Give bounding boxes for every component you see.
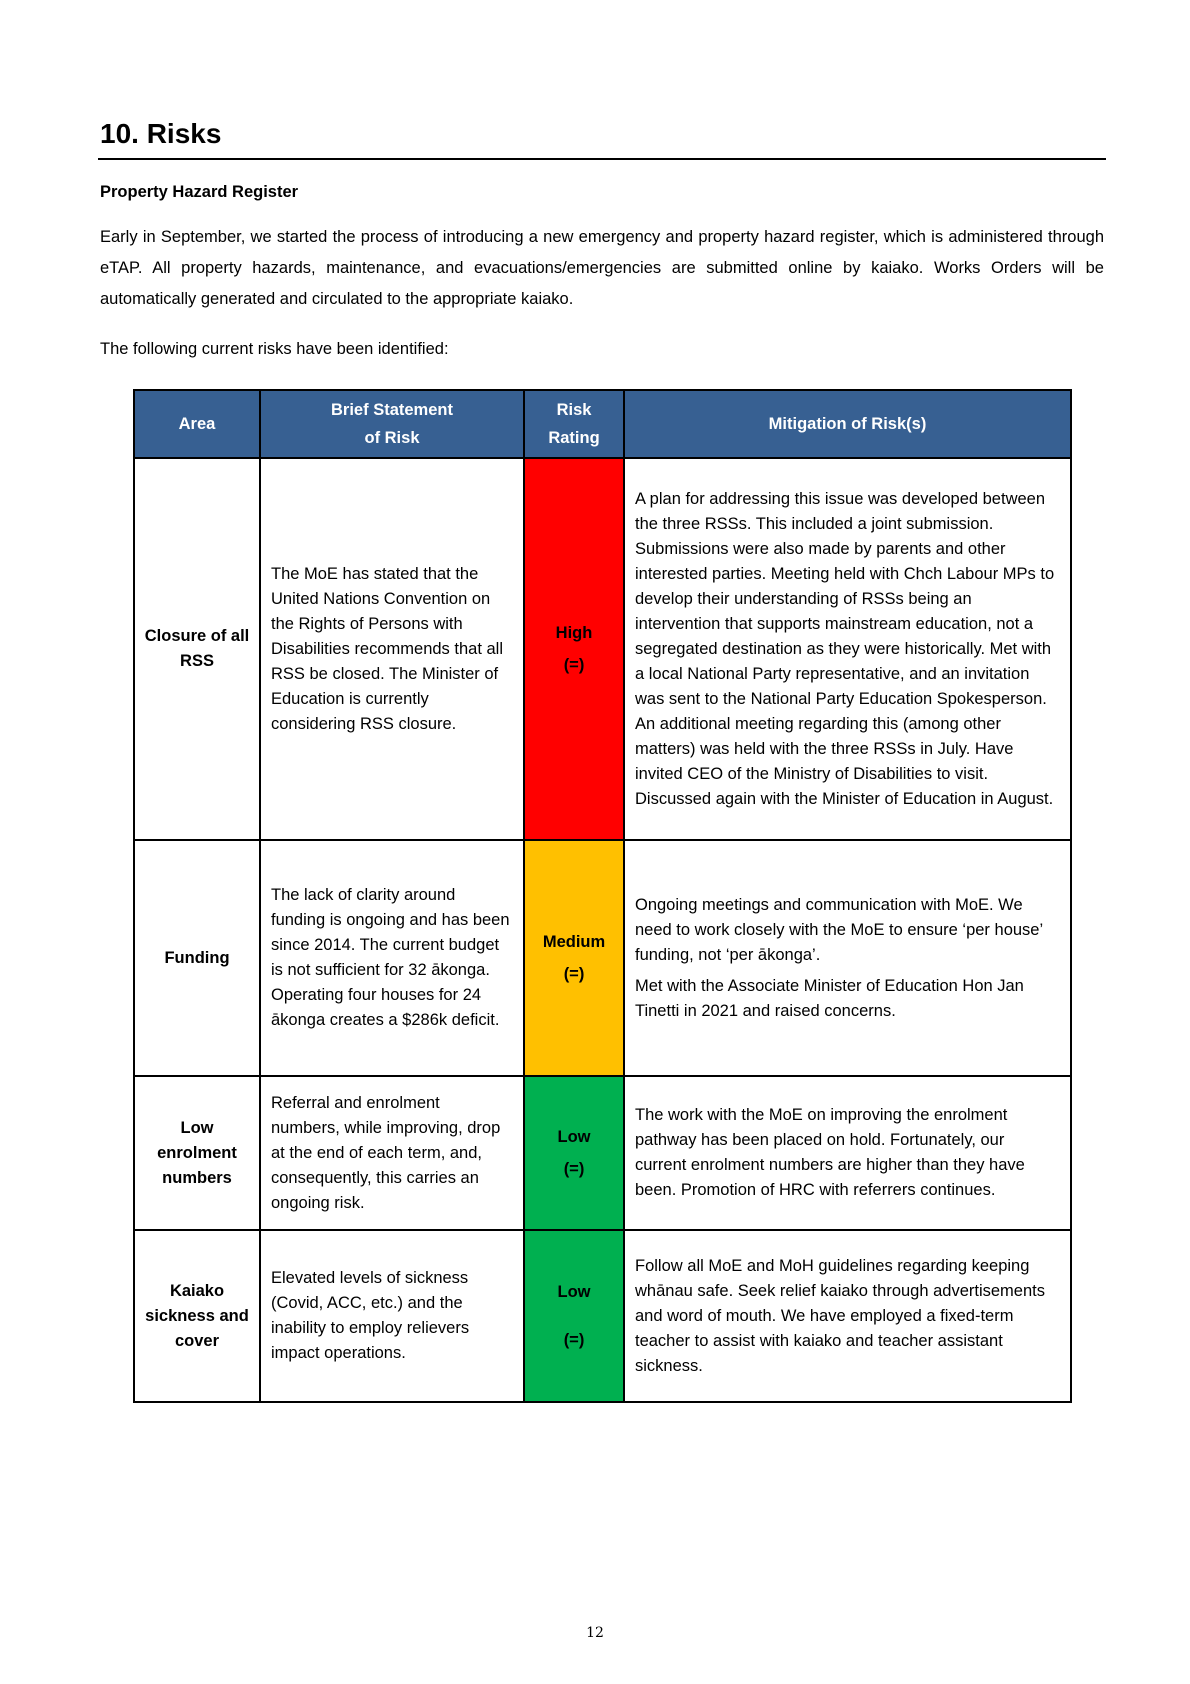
rating-label: Low bbox=[557, 1128, 591, 1146]
mitigation-text: Follow all MoE and MoH guidelines regarding keeping whānau safe. Seek relief kaiako through advertisements and word of mouth. We have employed a fixed-term teacher to assist with kaiako and teacher assistant sickness. bbox=[635, 1256, 1045, 1375]
page-title: 10. Risks bbox=[100, 118, 222, 149]
table-row bbox=[134, 1230, 1071, 1402]
area-cell: Closure of all RSS bbox=[134, 458, 260, 840]
header-mitigation: Mitigation of Risk(s) bbox=[624, 390, 1071, 458]
statement-cell: The MoE has stated that the United Nations Convention on the Rights of Persons with Disabilities recommends that all RSS be closed. The Minister of Education is currently considering RSS closure. bbox=[260, 458, 524, 840]
area-cell: Low enrolment numbers bbox=[134, 1076, 260, 1230]
lead-sentence: The following current risks have been identified: bbox=[100, 340, 449, 358]
mitigation-cell bbox=[624, 458, 1071, 840]
rating-cell bbox=[524, 1076, 624, 1230]
mitigation-text: Ongoing meetings and communication with MoE. We need to work closely with the MoE to ensure ‘per house’ funding, not ‘per ākonga’. bbox=[635, 895, 1043, 964]
rating-cell bbox=[524, 1230, 624, 1402]
mitigation-text: Met with the Associate Minister of Education Hon Jan Tinetti in 2021 and raised concerns. bbox=[635, 976, 1024, 1020]
area-cell: Kaiako sickness and cover bbox=[134, 1230, 260, 1402]
table-row bbox=[134, 840, 1071, 1076]
rating-cell bbox=[524, 840, 624, 1076]
rating-label: Medium bbox=[542, 933, 606, 951]
statement-cell: Elevated levels of sickness (Covid, ACC, etc.) and the inability to employ relievers impact operations. bbox=[260, 1230, 524, 1402]
mitigation-cell bbox=[624, 840, 1071, 1076]
rating-cell bbox=[524, 458, 624, 840]
rating-trend: (=) bbox=[563, 1160, 585, 1178]
header-rating: Risk Rating bbox=[524, 390, 624, 458]
rating-gap bbox=[529, 1308, 619, 1324]
title-divider bbox=[98, 158, 1106, 160]
area-cell: Funding bbox=[134, 840, 260, 1076]
mitigation-cell bbox=[624, 1230, 1071, 1402]
page-number: 12 bbox=[586, 1625, 604, 1641]
mitigation-cell bbox=[624, 1076, 1071, 1230]
header-area: Area bbox=[134, 390, 260, 458]
rating-trend: (=) bbox=[563, 1331, 585, 1349]
risk-table bbox=[133, 389, 1072, 1403]
table-header-row bbox=[134, 390, 1071, 458]
section-subheading: Property Hazard Register bbox=[100, 183, 299, 201]
rating-label: High bbox=[555, 624, 593, 642]
table-row bbox=[134, 1076, 1071, 1230]
mitigation-text: A plan for addressing this issue was developed between the three RSSs. This included a joint submission. Submissions were also made by parents and other interested parties. Meeting held with Chch Labour MPs to develop their understanding of RSSs being an intervention that supports mainstream education, not a segregated destination as they were historically. Met with a local National Party representative, and an invitation was sent to the National Party Education Spokesperson. An additional meeting regarding this (among other matters) was held with the three RSSs in July. Have invited CEO of the Ministry of Disabilities to visit. Discussed again with the Minister of Education in August. bbox=[635, 489, 1055, 808]
statement-cell: Referral and enrolment numbers, while improving, drop at the end of each term, and, consequently, this carries an ongoing risk. bbox=[260, 1076, 524, 1230]
rating-trend: (=) bbox=[563, 965, 585, 983]
intro-paragraph: Early in September, we started the process of introducing a new emergency and property hazard register, which is administered through eTAP. All property hazards, maintenance, and evacuations/emergencies are submitted online by kaiako. Works Orders will be automatically generated and circulated to the appropriate kaiako. bbox=[100, 228, 1104, 308]
table-row bbox=[134, 458, 1071, 840]
rating-trend: (=) bbox=[563, 656, 585, 674]
mitigation-text: The work with the MoE on improving the enrolment pathway has been placed on hold. Fortunately, our current enrolment numbers are higher than they have been. Promotion of HRC with referrers continues. bbox=[635, 1106, 1025, 1199]
rating-label: Low bbox=[557, 1283, 591, 1301]
statement-cell: The lack of clarity around funding is ongoing and has been since 2014. The current budget is not sufficient for 32 ākonga. Operating four houses for 24 ākonga creates a $286k deficit. bbox=[260, 840, 524, 1076]
header-statement: Brief Statement of Risk bbox=[260, 390, 524, 458]
